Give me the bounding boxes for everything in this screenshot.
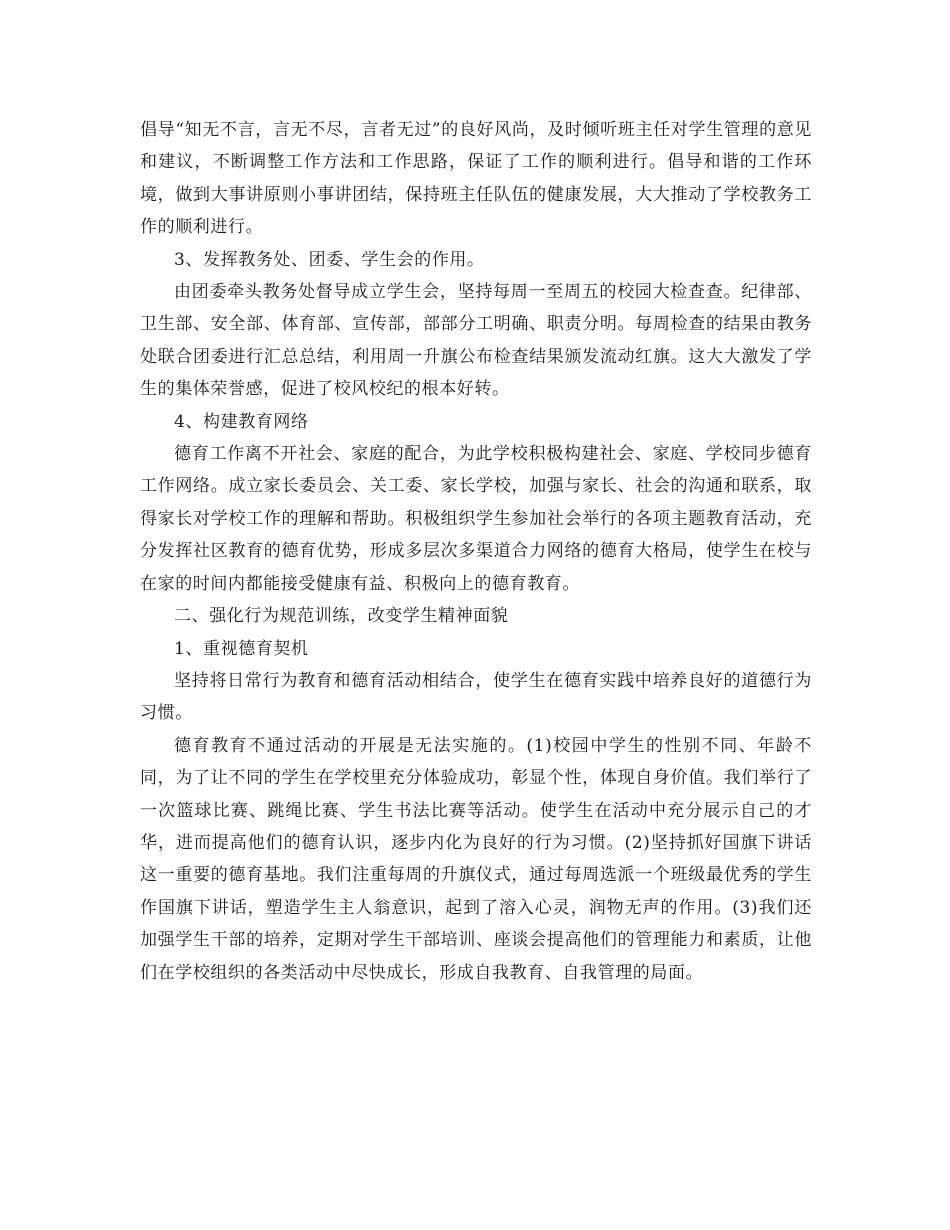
heading-1-moral-opportunity: 1、重视德育契机 — [174, 638, 309, 659]
heading-3-student-union-role: 3、发挥教务处、团委、学生会的作用。 — [174, 249, 485, 270]
paragraph-student-union: 由团委牵头教务处督导成立学生会，坚持每周一至周五的校园大检查查。纪律部、卫生部、安全部、体育部、宣传部，部部分工明确、职责分明。每周检查的结果由教务处联合团委进行汇总总结，利用周一升旗公布检查结果颁发流动红旗。这大大激发了学生的集体荣誉感，促进了校风校纪的根本好转。 — [140, 282, 812, 400]
document-body — [140, 114, 812, 989]
paragraph-daily-behavior: 坚持将日常行为教育和德育活动相结合，使学生在德育实践中培养良好的道德行为习惯。 — [140, 670, 812, 724]
heading-4-education-network: 4、构建教育网络 — [174, 411, 309, 432]
heading-section-2-behavior: 二、强化行为规范训练，改变学生精神面貌 — [174, 606, 509, 627]
paragraph-continued: 倡导“知无不言，言无不尽，言者无过”的良好风尚，及时倾听班主任对学生管理的意见和建议，不断调整工作方法和工作思路，保证了工作的顺利进行。倡导和谐的工作环境，做到大事讲原则小事讲团结，保持班主任队伍的健康发展，大大推动了学校教务工作的顺利进行。 — [140, 120, 812, 238]
paragraph-education-network: 德育工作离不开社会、家庭的配合，为此学校积极构建社会、家庭、学校同步德育工作网络。成立家长委员会、关工委、家长学校，加强与家长、社会的沟通和联系，取得家长对学校工作的理解和帮助。积极组织学生参加社会举行的各项主题教育活动，充分发挥社区教育的德育优势，形成多层次多渠道合力网络的德育大格局，使学生在校与在家的时间内都能接受健康有益、积极向上的德育教育。 — [140, 444, 812, 594]
paragraph-activities: 德育教育不通过活动的开展是无法实施的。(1)校园中学生的性别不同、年龄不同，为了让不同的学生在学校里充分体验成功，彰显个性，体现自身价值。我们举行了一次篮球比赛、跳绳比赛、学生书法比赛等活动。使学生在活动中充分展示自己的才华，进而提高他们的德育认识，逐步内化为良好的行为习惯。(2)坚持抓好国旗下讲话这一重要的德育基地。我们注重每周的升旗仪式，通过每周选派一个班级最优秀的学生作国旗下讲话，塑造学生主人翁意识，起到了溶入心灵，润物无声的作用。(3)我们还加强学生干部的培养，定期对学生干部培训、座谈会提高他们的管理能力和素质，让他们在学校组织的各类活动中尽快成长，形成自我教育、自我管理的局面。 — [140, 735, 812, 983]
